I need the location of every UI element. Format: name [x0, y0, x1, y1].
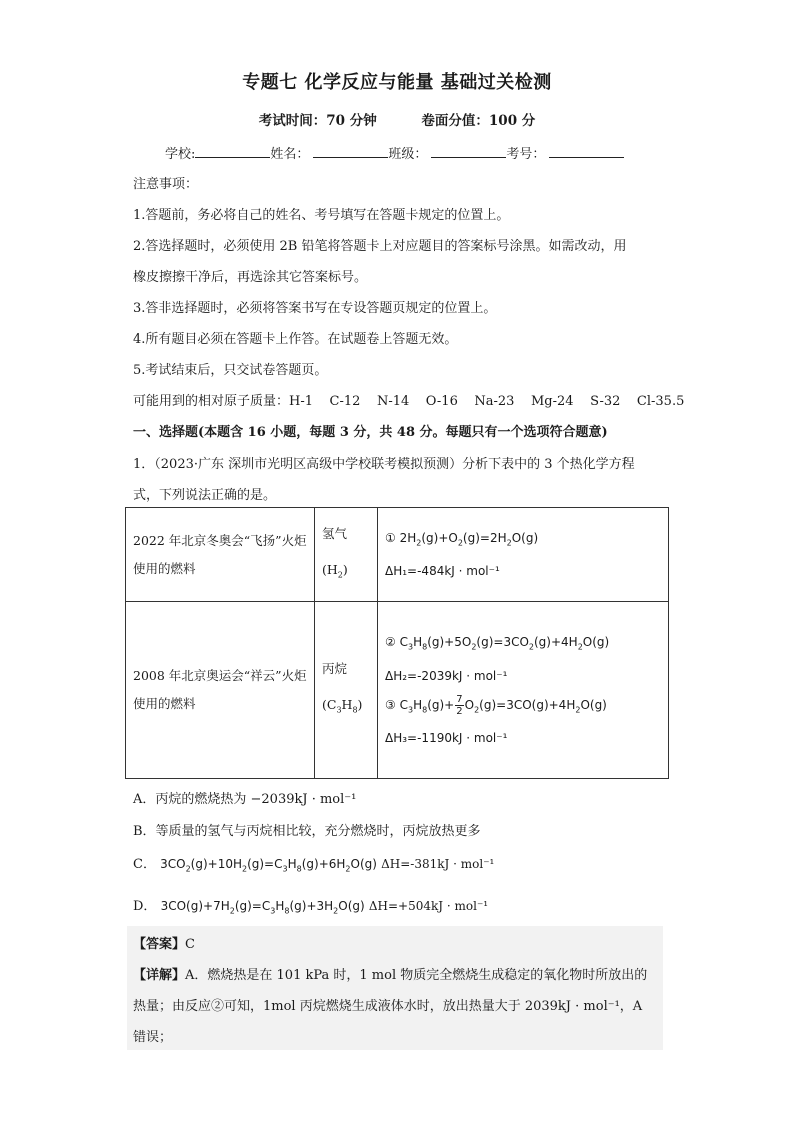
option-c: C． $3CO_2(g)+10H_2(g)=C_3H_8(g)+6H_2O(g) \Delta H=-381kJ \cdot mol^{-1}$: [133, 857, 495, 874]
detail-line-a: [133, 964, 647, 983]
question-1-stem-a: 1．（2023·广东 深圳市光明区高级中学校联考模拟预测）分析下表中的 3 个热化学方程: [133, 457, 635, 472]
equation-2: ② $C_3H_8(g)+5O_2(g)=3CO_2(g)+4H_2O(g)$: [385, 635, 610, 652]
circle-label: ①: [385, 530, 396, 545]
student-info-line: [165, 143, 624, 162]
exam-meta: [0, 109, 794, 129]
event-text: 2008 年北京奥运会“祥云”火炬: [133, 668, 307, 683]
page-title: 专题七 化学反应与能量 基础过关检测: [242, 72, 552, 93]
enthalpy-2: ΔH₂=-2039kJ · mol⁻¹: [385, 668, 508, 683]
detail-label: 【详解】: [133, 968, 186, 983]
equation-1: ① $2H_2(g)+O_2(g)=2H_2O(g)$: [385, 530, 539, 548]
note-5: 5.考试结束后，只交试卷答题页。: [133, 363, 328, 378]
option-label: C．: [133, 857, 156, 872]
fuel-cell: [315, 508, 378, 602]
notes-heading: 注意事项：: [133, 177, 199, 192]
exam-score: 卷面分值：100 分: [421, 113, 536, 129]
name-label: 姓名：: [270, 147, 310, 162]
answer-value: C: [185, 937, 195, 952]
option-d: D． $3CO(g)+7H_2(g)=C_3H_8(g)+3H_2O(g) \Delta H=+504kJ \cdot mol^{-1}$: [133, 899, 489, 916]
option-label: D．: [133, 899, 157, 914]
event-text: 使用的燃料: [133, 560, 196, 576]
event-text: 2022 年北京冬奥会“飞扬”火炬: [133, 532, 307, 548]
answer-line: [133, 933, 195, 952]
exam-no-blank[interactable]: [549, 144, 624, 158]
school-label: 学校:: [165, 147, 196, 162]
detail-text: A．燃烧热是在 101 kPa 时，1 mol 物质完全燃烧生成稳定的氧化物时所放出的: [185, 968, 648, 983]
event-cell: [126, 602, 315, 779]
option-b: B．等质量的氢气与丙烷相比较，充分燃烧时，丙烷放热更多: [133, 824, 481, 839]
table-row: [126, 602, 669, 779]
school-blank[interactable]: [195, 144, 270, 158]
class-blank[interactable]: [431, 144, 506, 158]
fraction: $\frac{7}{2}$: [456, 693, 463, 717]
note-3: 3.答非选择题时，必须将答案书写在专设答题页规定的位置上。: [133, 301, 497, 316]
note-4: 4.所有题目必须在答题卡上作答。在试题卷上答题无效。: [133, 332, 458, 347]
option-enthalpy: ΔH=+504kJ · mol⁻¹: [368, 899, 489, 913]
equation-3: ③ $C_3H_8(g)+$ $\frac{7}{2}$ $O_2(g)=3CO(g)+4H_2O(g)$: [385, 693, 607, 717]
option-enthalpy: ΔH=-381kJ · mol⁻¹: [381, 857, 495, 871]
name-blank[interactable]: [313, 144, 388, 158]
fuel-formula: $(C_3H_8)$: [322, 697, 363, 715]
fuel-name: 氢气: [322, 525, 348, 541]
fuel-cell: [315, 602, 378, 779]
circle-label: ③: [385, 697, 396, 712]
class-label: 班级：: [388, 147, 428, 162]
note-2a: 2.答选择题时，必须使用 2B 铅笔将答题卡上对应题目的答案标号涂黑。如需改动，用: [133, 239, 627, 254]
detail-line-b: 热量；由反应②可知，1mol 丙烷燃烧生成液体水时，放出热量大于 2039kJ · mol⁻¹，A: [133, 999, 643, 1014]
enthalpy-1: ΔH₁=-484kJ · mol⁻¹: [385, 564, 500, 579]
thermo-table: [125, 507, 669, 779]
equation-cell: [378, 602, 669, 779]
exam-time: 考试时间：70 分钟: [258, 113, 377, 129]
note-1: 1.答题前，务必将自己的姓名、考号填写在答题卡规定的位置上。: [133, 208, 510, 223]
exam-no-label: 考号：: [506, 147, 546, 162]
event-cell: [126, 508, 315, 602]
atomic-masses: 可能用到的相对原子质量：H-1 C-12 N-14 O-16 Na-23 Mg-24 S-32 Cl-35.5: [133, 394, 685, 409]
option-a: A．丙烷的燃烧热为 −2039kJ · mol⁻¹: [133, 792, 357, 807]
note-2b: 橡皮擦擦干净后，再选涂其它答案标号。: [133, 270, 368, 285]
fuel-name: 丙烷: [322, 661, 348, 677]
answer-box: [127, 926, 663, 1050]
fuel-formula: $(H_2)$: [322, 561, 348, 580]
event-text: 使用的燃料: [133, 696, 196, 711]
question-1-stem-b: 式，下列说法正确的是。: [133, 488, 277, 503]
detail-line-c: 错误；: [133, 1030, 173, 1045]
circle-label: ②: [385, 635, 396, 650]
section-heading: 一、选择题(本题含 16 小题，每题 3 分，共 48 分。每题只有一个选项符合题意): [133, 425, 608, 440]
table-row: [126, 508, 669, 602]
answer-label: 【答案】: [133, 937, 186, 952]
equation-cell: [378, 508, 669, 602]
enthalpy-3: ΔH₃=-1190kJ · mol⁻¹: [385, 730, 508, 745]
